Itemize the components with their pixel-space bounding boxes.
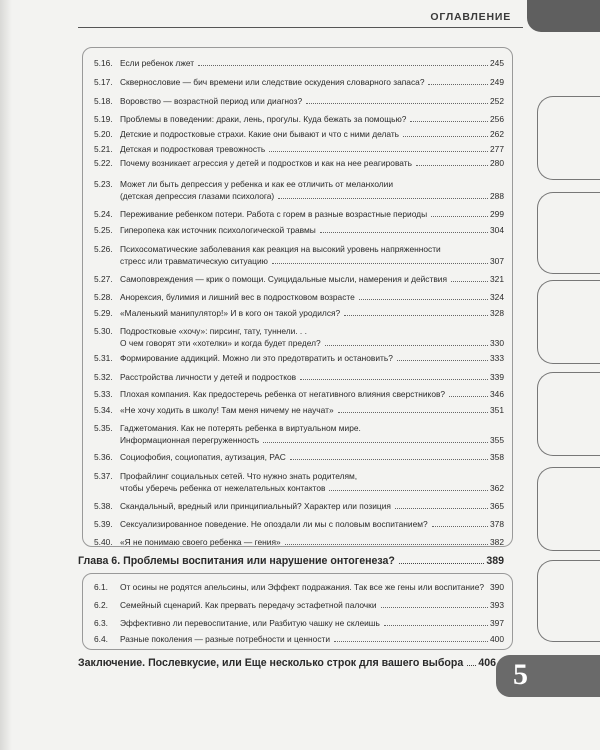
entry-title: Семейный сценарий. Как прервать передачу эстафетной палочки [120, 600, 377, 610]
entry-title: Может ли быть депрессия у ребенка и как ее отличить от меланхолии [120, 179, 394, 189]
entry-page: 299 [490, 209, 504, 219]
toc-entry[interactable] [94, 518, 504, 530]
entry-title: Социофобия, социопатия, аутизация, РАС [120, 452, 286, 462]
entry-page: 397 [490, 618, 504, 628]
toc-entry[interactable] [94, 388, 504, 400]
toc-entry[interactable] [94, 243, 504, 267]
entry-page: 393 [490, 600, 504, 610]
entry-page: 249 [490, 77, 504, 87]
entry-page: 280 [490, 158, 504, 168]
entry-title: Детская и подростковая тревожность [120, 144, 266, 154]
entry-number: 5.23. [94, 179, 113, 189]
entry-number: 5.25. [94, 225, 113, 235]
toc-entry[interactable] [94, 273, 504, 285]
entry-number: 5.24. [94, 209, 113, 219]
entry-title: Анорексия, булимия и лишний вес в подростковом возрасте [120, 292, 355, 302]
leader-dots [410, 121, 488, 122]
header-title: ОГЛАВЛЕНИЕ [430, 11, 511, 23]
entry-title: Самоповреждения — крик о помощи. Суицидальные мысли, намерения и действия [120, 274, 447, 284]
conclusion-heading[interactable] [78, 657, 496, 670]
entry-page: 262 [490, 129, 504, 139]
toc-entry[interactable] [94, 470, 504, 494]
leader-dots [338, 412, 488, 413]
conclusion-page: 406 [478, 657, 496, 669]
entry-page: 328 [490, 308, 504, 318]
entry-page: 277 [490, 144, 504, 154]
leader-dots [451, 281, 488, 282]
toc-entry[interactable] [94, 371, 504, 383]
entry-page: 351 [490, 405, 504, 415]
entry-number: 5.32. [94, 372, 113, 382]
leader-dots [290, 459, 488, 460]
entry-number: 5.27. [94, 274, 113, 284]
leader-dots [432, 526, 488, 527]
entry-title: О чем говорят эти «хотелки» и когда будет предел? [120, 338, 321, 348]
entry-number: 6.4. [94, 634, 108, 644]
entry-page: 252 [490, 96, 504, 106]
toc-entry[interactable] [94, 57, 504, 69]
entry-number: 5.34. [94, 405, 113, 415]
entry-title: чтобы уберечь ребенка от нежелательных контактов [120, 483, 326, 493]
section-tab-5 [537, 467, 600, 551]
toc-entry[interactable] [94, 157, 504, 169]
section-tab-2 [537, 192, 600, 274]
page-edge-shadow [0, 0, 12, 750]
entry-title: Гиперопека как источник психологической травмы [120, 225, 316, 235]
entry-page: 355 [490, 435, 504, 445]
entry-title: «Я не понимаю своего ребенка — гения» [120, 537, 281, 547]
entry-title: Детские и подростковые страхи. Какие они бывают и что с ними делать [120, 129, 400, 139]
toc-entry[interactable] [94, 581, 504, 593]
entry-title: стресс или травматическую ситуацию [120, 256, 268, 266]
entry-page: 358 [490, 452, 504, 462]
entry-page: 333 [490, 353, 504, 363]
entry-title: Плохая компания. Как предостеречь ребенка от негативного влияния сверстников? [120, 389, 446, 399]
leader-dots [397, 360, 488, 361]
leader-dots [449, 396, 488, 397]
toc-entry[interactable] [94, 536, 504, 548]
entry-page: 390 [490, 582, 504, 592]
entry-number: 5.21. [94, 144, 113, 154]
page-number-tab [496, 655, 600, 697]
entry-title: Разные поколения — разные потребности и ценности [120, 634, 331, 644]
entry-title: Сексуализированное поведение. Не опоздали ли мы с половым воспитанием? [120, 519, 428, 529]
leader-dots [285, 544, 488, 545]
entry-page: 365 [490, 501, 504, 511]
leader-dots [428, 84, 488, 85]
entry-page: 321 [490, 274, 504, 284]
entry-page: 307 [490, 256, 504, 266]
conclusion-title: Заключение. Послевкусие, или Еще несколько строк для вашего выбора [78, 657, 464, 669]
entry-number: 5.33. [94, 389, 113, 399]
leader-dots [325, 345, 488, 346]
entry-number: 5.31. [94, 353, 113, 363]
leader-dots [384, 625, 488, 626]
toc-entry[interactable] [94, 128, 504, 140]
entry-number: 5.16. [94, 58, 113, 68]
entry-title: Информационная перегруженность [120, 435, 260, 445]
entry-title: Сквернословие — бич времени или следствие оскудения словарного запаса? [120, 77, 425, 87]
leader-dots [359, 299, 488, 300]
entry-title: Психосоматические заболевания как реакция на высокий уровень напряженности [120, 244, 441, 254]
toc-entry[interactable] [94, 143, 504, 155]
entry-title: Расстройства личности у детей и подростков [120, 372, 297, 382]
entry-page: 382 [490, 537, 504, 547]
entry-number: 5.19. [94, 114, 113, 124]
leader-dots [278, 198, 488, 199]
toc-entry[interactable] [94, 291, 504, 303]
corner-tab [527, 0, 600, 32]
chapter-6-title: Глава 6. Проблемы воспитания или нарушение онтогенеза? [78, 555, 395, 567]
leader-dots [198, 65, 488, 66]
leader-dots [467, 665, 476, 666]
leader-dots [300, 379, 488, 380]
entry-number: 5.17. [94, 77, 113, 87]
section-tab-1 [537, 96, 600, 180]
toc-entry[interactable] [94, 451, 504, 463]
leader-dots [381, 607, 489, 608]
entry-page: 339 [490, 372, 504, 382]
header-bar [78, 10, 523, 28]
entry-page: 256 [490, 114, 504, 124]
entry-title: «Маленький манипулятор!» И в кого он такой уродился? [120, 308, 341, 318]
entry-title: От осины не родятся апельсины, или Эффект подражания. Так все же гены или воспитание? [120, 582, 485, 592]
entry-number: 5.39. [94, 519, 113, 529]
entry-page: 400 [490, 634, 504, 644]
entry-number: 5.18. [94, 96, 113, 106]
entry-title: Почему возникает агрессия у детей и подростков и как на нее реагировать [120, 158, 412, 168]
toc-entry[interactable] [94, 76, 504, 88]
leader-dots [403, 136, 488, 137]
page-number: 5 [513, 658, 528, 691]
leader-dots [320, 232, 488, 233]
toc-entry[interactable] [94, 404, 504, 416]
entry-page: 288 [490, 191, 504, 201]
toc-entry[interactable] [94, 307, 504, 319]
section-tab-6 [537, 560, 600, 642]
entry-title: Формирование аддикций. Можно ли это предотвратить и остановить? [120, 353, 393, 363]
entry-page: 245 [490, 58, 504, 68]
toc-entry[interactable] [94, 352, 504, 364]
entry-number: 5.28. [94, 292, 113, 302]
toc-entry[interactable] [94, 617, 504, 629]
chapter-6-heading[interactable] [78, 555, 504, 568]
leader-dots [416, 165, 488, 166]
entry-number: 5.38. [94, 501, 113, 511]
entry-number: 5.22. [94, 158, 113, 168]
chapter-6-page: 389 [486, 555, 504, 567]
entry-page: 324 [490, 292, 504, 302]
entry-title: Если ребенок лжет [120, 58, 195, 68]
entry-number: 5.35. [94, 423, 113, 433]
entry-number: 5.36. [94, 452, 113, 462]
entry-number: 6.1. [94, 582, 108, 592]
entry-page: 346 [490, 389, 504, 399]
entry-title: (детская депрессия глазами психолога) [120, 191, 275, 201]
entry-title: Гаджетомания. Как не потерять ребенка в виртуальном мире. [120, 423, 361, 433]
leader-dots [334, 641, 488, 642]
leader-dots [399, 563, 484, 564]
toc-entry[interactable] [94, 208, 504, 220]
leader-dots [272, 263, 488, 264]
section-tab-3 [537, 280, 600, 364]
leader-dots [269, 151, 488, 152]
toc-entry[interactable] [94, 224, 504, 236]
entry-number: 5.40. [94, 537, 113, 547]
entry-number: 5.29. [94, 308, 113, 318]
entry-page: 362 [490, 483, 504, 493]
entry-title: Эффективно ли перевоспитание, или Разбитую чашку не склеишь [120, 618, 380, 628]
entry-number: 5.20. [94, 129, 113, 139]
toc-entry[interactable] [94, 178, 504, 202]
entry-title: Переживание ребенком потери. Работа с горем в разные возрастные периоды [120, 209, 428, 219]
leader-dots [306, 103, 488, 104]
toc-entry[interactable] [94, 325, 504, 349]
leader-dots [431, 216, 488, 217]
entry-number: 5.30. [94, 326, 113, 336]
entry-number: 6.3. [94, 618, 108, 628]
toc-entry[interactable] [94, 500, 504, 512]
entry-title: Скандальный, вредный или принципиальный? Характер или позиция [120, 501, 391, 511]
entry-number: 5.26. [94, 244, 113, 254]
leader-dots [263, 442, 488, 443]
toc-entry[interactable] [94, 422, 504, 446]
toc-entry[interactable] [94, 599, 504, 611]
entry-page: 304 [490, 225, 504, 235]
entry-page: 330 [490, 338, 504, 348]
entry-number: 5.37. [94, 471, 113, 481]
leader-dots [344, 315, 488, 316]
toc-entry[interactable] [94, 633, 504, 645]
toc-entry[interactable] [94, 95, 504, 107]
leader-dots [395, 508, 488, 509]
entry-title: Профайлинг социальных сетей. Что нужно знать родителям, [120, 471, 358, 481]
entry-page: 378 [490, 519, 504, 529]
leader-dots [329, 490, 488, 491]
toc-entry[interactable] [94, 113, 504, 125]
entry-title: Подростковые «хочу»: пирсинг, тату, туннели. . . [120, 326, 307, 336]
entry-title: Воровство — возрастной период или диагноз? [120, 96, 303, 106]
entry-title: Проблемы в поведении: драки, лень, прогулы. Куда бежать за помощью? [120, 114, 407, 124]
entry-number: 6.2. [94, 600, 108, 610]
section-tab-4 [537, 372, 600, 456]
entry-title: «Не хочу ходить в школу! Там меня ничему не научат» [120, 405, 334, 415]
